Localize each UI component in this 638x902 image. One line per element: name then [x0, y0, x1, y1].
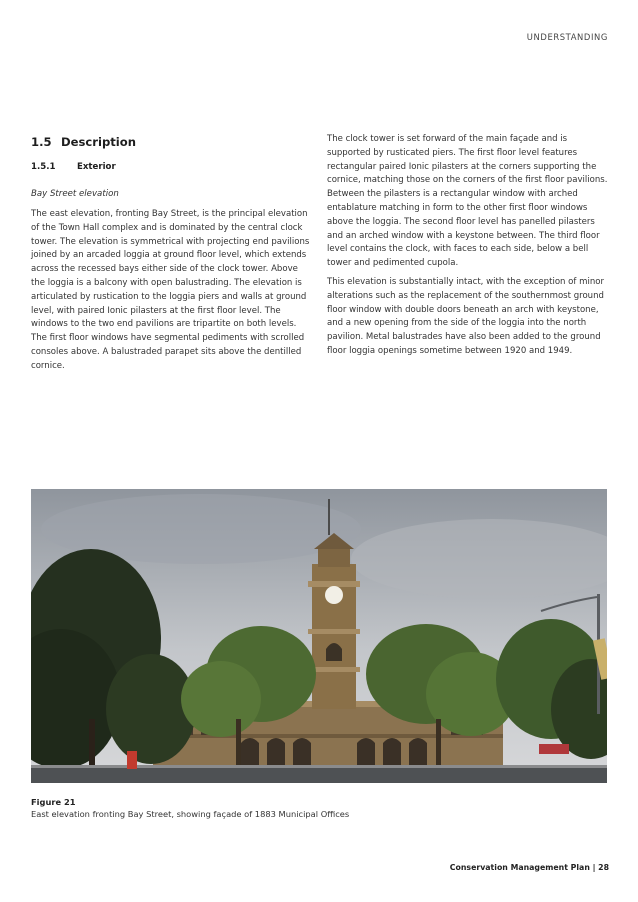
bay-street-subheading: Bay Street elevation	[31, 189, 119, 199]
figure-label: Figure 21	[31, 797, 76, 807]
page-footer: Conservation Management Plan | 28	[449, 863, 609, 872]
subsection-title: Exterior	[77, 162, 116, 172]
body-paragraph: This elevation is substantially intact, with the exception of minor alterations such as the replacement of the southernmost ground floor window with double doors beneath an arch with keystone, and a new opening from the side of the loggia into the north pavilion. Metal balustrades have also been added to the ground floor loggia openings sometime between 1920 and 1949.	[327, 276, 605, 356]
running-header: UNDERSTANDING	[526, 32, 608, 42]
left-column	[31, 133, 311, 374]
section-heading	[31, 133, 311, 150]
body-paragraph: The clock tower is set forward of the main façade and is supported by rusticated piers. The first floor level features rectangular paired Ionic pilasters at the corners supporting the cornice, matching those on the corners of the first floor pavilions. Between the pilasters is a rectangular window with arched entablature matching in form to the other first floor windows above the loggia. The second floor level has panelled pilasters and an arched window with a keystone between. The third floor level contains the clock, with faces to each side, below a bell tower and pedimented cupola.	[327, 134, 608, 269]
subsection-number: 1.5.1	[31, 162, 56, 172]
body-paragraph: The east elevation, fronting Bay Street, is the principal elevation of the Town Hall complex and is dominated by the central clock tower. The elevation is symmetrical with projecting end pavilions joined by an arcaded loggia at ground floor level, which extends across the recessed bays either side of the clock tower. Above the loggia is a balcony with open balustrading. The elevation is articulated by rustication to the loggia piers and walls at ground level, with paired Ionic pilasters at the first floor level. The windows to the two end pavilions are tripartite on both levels. The first floor windows have segmental pediments with scrolled consoles above. A balustraded parapet sits above the dentilled cornice.	[31, 209, 310, 371]
town-hall-photo	[31, 489, 607, 783]
subsection-heading	[31, 162, 311, 172]
section-number: 1.5	[31, 134, 52, 149]
section-title: Description	[61, 134, 136, 149]
right-column	[327, 133, 609, 364]
figure-caption: East elevation fronting Bay Street, showing façade of 1883 Municipal Offices	[31, 809, 350, 819]
